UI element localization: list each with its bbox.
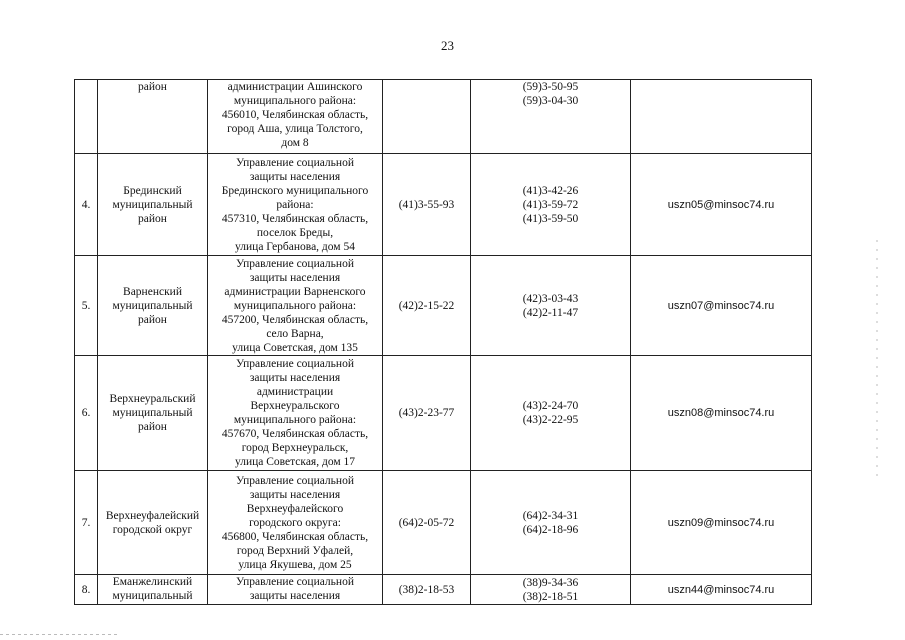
organization-cell (208, 80, 383, 154)
cell-line: муниципальный (112, 407, 193, 419)
cell-line: муниципальный (112, 299, 193, 312)
cell-line: 456800, Челябинская область, (221, 530, 369, 543)
cell-line: 456010, Челябинская область, (221, 109, 369, 121)
cell-line: (41)3-59-72 (522, 198, 579, 211)
cell-line: муниципальный (112, 590, 193, 602)
cell-line: Верхнеуральский (109, 393, 196, 405)
district-cell (98, 471, 208, 575)
cell-line: защиты населения (249, 372, 341, 384)
district-cell (98, 256, 208, 356)
organization-cell (208, 154, 383, 256)
cell-line: Управление социальной (236, 474, 354, 487)
row-number-cell (75, 80, 98, 154)
organization-cell (208, 575, 383, 605)
cell-line: Управление социальной (236, 576, 354, 588)
cell-line: Варненский (123, 285, 182, 298)
cell-line: город Верхнеуральск, (241, 442, 349, 454)
organization-cell (208, 471, 383, 575)
organization-cell (208, 256, 383, 356)
district-cell (98, 356, 208, 471)
phones-cell (471, 356, 631, 471)
cell-line: Еманжелинский (112, 576, 193, 588)
cell-line: Брединский (123, 184, 182, 197)
phones-cell (471, 575, 631, 605)
cell-line: дом 8 (281, 137, 309, 149)
cell-line: муниципального района: (233, 95, 357, 107)
table-row (75, 356, 812, 471)
table-row (75, 80, 812, 154)
cell-line: (38)9-34-36 (522, 576, 579, 589)
cell-line: Верхнеуфалейский (105, 509, 200, 522)
cell-line: (59)3-04-30 (522, 95, 579, 107)
cell-line: город Аша, улица Толстого, (227, 123, 363, 135)
cell-line: муниципального района: (233, 299, 357, 312)
phones-cell (471, 471, 631, 575)
row-number-cell: 5. (75, 256, 98, 356)
table-row (75, 154, 812, 256)
main-phone-cell: (41)3-55-93 (383, 154, 471, 256)
row-number-cell: 4. (75, 154, 98, 256)
cell-line: (43)2-24-70 (522, 400, 579, 412)
cell-line: город Верхний Уфалей, (236, 544, 354, 557)
phones-cell (471, 154, 631, 256)
cell-line: (41)3-59-50 (522, 212, 579, 225)
cell-line: администрации Варненского (224, 285, 366, 298)
main-phone-cell (383, 80, 471, 154)
phones-cell (471, 80, 631, 154)
row-number-cell: 6. (75, 356, 98, 471)
email-cell: uszn09@minsoc74.ru (631, 471, 812, 575)
district-cell (98, 154, 208, 256)
social-services-table (74, 79, 812, 605)
email-cell: uszn08@minsoc74.ru (631, 356, 812, 471)
row-number-cell: 7. (75, 471, 98, 575)
cell-line: улица Гербанова, дом 54 (235, 240, 355, 253)
cell-line: (38)2-18-51 (522, 590, 579, 603)
cell-line: Брединского муниципального (221, 184, 369, 197)
cell-line: защиты населения (249, 590, 341, 602)
cell-line: Верхнеуфалейского (246, 502, 344, 515)
table-row (75, 256, 812, 356)
email-cell: uszn05@minsoc74.ru (631, 154, 812, 256)
page-number: 23 (441, 38, 454, 53)
cell-line: Верхнеуральского (250, 400, 340, 412)
cell-line: село Варна, (266, 327, 324, 340)
cell-line: защиты населения (249, 170, 341, 183)
cell-line: Управление социальной (236, 358, 354, 370)
cell-line: поселок Бреды, (256, 226, 334, 239)
cell-line: улица Якушева, дом 25 (238, 558, 352, 571)
cell-line: 457310, Челябинская область, (221, 212, 369, 225)
cell-line: администрации Ашинского (227, 81, 363, 93)
scan-artifact (876, 240, 878, 480)
cell-line: район (138, 313, 167, 326)
cell-line: улица Советская, дом 135 (232, 341, 358, 354)
cell-line: район (138, 81, 167, 93)
district-cell (98, 575, 208, 605)
table-row (75, 471, 812, 575)
cell-line: (42)3-03-43 (522, 292, 579, 305)
cell-line: городского округа: (249, 516, 341, 529)
cell-line: (59)3-50-95 (522, 81, 579, 93)
main-phone-cell: (43)2-23-77 (383, 356, 471, 471)
cell-line: муниципального района: (233, 414, 357, 426)
cell-line: Управление социальной (236, 156, 354, 169)
cell-line: 457670, Челябинская область, (221, 428, 369, 440)
cell-line: (43)2-22-95 (522, 414, 579, 426)
cell-line: муниципальный (112, 198, 193, 211)
cell-line: (64)2-18-96 (522, 523, 579, 536)
district-cell (98, 80, 208, 154)
cell-line: район (138, 421, 167, 433)
email-cell: uszn07@minsoc74.ru (631, 256, 812, 356)
cell-line: защиты населения (249, 271, 341, 284)
cell-line: защиты населения (249, 488, 341, 501)
row-number-cell: 8. (75, 575, 98, 605)
main-phone-cell: (64)2-05-72 (383, 471, 471, 575)
cell-line: района: (276, 198, 314, 211)
cell-line: (64)2-34-31 (522, 509, 579, 522)
cell-line: (41)3-42-26 (522, 184, 579, 197)
cell-line: (42)2-11-47 (522, 306, 579, 319)
cell-line: администрации (256, 386, 334, 398)
email-cell (631, 80, 812, 154)
cell-line: район (138, 212, 167, 225)
table-row (75, 575, 812, 605)
main-phone-cell: (42)2-15-22 (383, 256, 471, 356)
cell-line: 457200, Челябинская область, (221, 313, 369, 326)
organization-cell (208, 356, 383, 471)
scan-artifact-bottom (0, 634, 120, 635)
cell-line: улица Советская, дом 17 (234, 456, 356, 468)
cell-line: городской округ (112, 523, 193, 536)
main-phone-cell: (38)2-18-53 (383, 575, 471, 605)
email-cell: uszn44@minsoc74.ru (631, 575, 812, 605)
cell-line: Управление социальной (236, 257, 354, 270)
phones-cell (471, 256, 631, 356)
